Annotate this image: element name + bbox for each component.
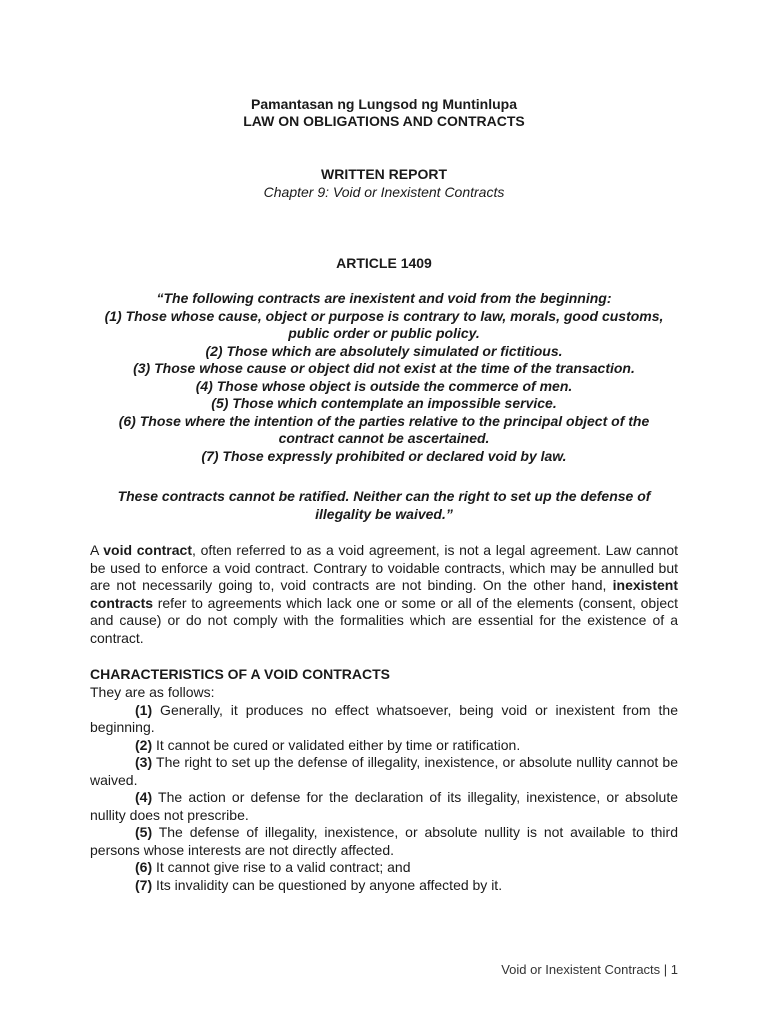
item-number: (7) [135, 876, 153, 893]
item-number: (4) [135, 789, 153, 805]
characteristics-heading: CHARACTERISTICS OF A VOID CONTRACTS [90, 666, 390, 682]
definition-text: A [90, 542, 104, 558]
article-line: (1) Those whose cause, object or purpose is contrary to law, morals, good customs, public order or public policy. [104, 307, 664, 341]
item-text: The defense of illegality, inexistence, or absolute nullity is not available to third persons whose interests are not directly affected. [90, 824, 678, 858]
characteristics-list [90, 684, 678, 894]
list-item [90, 789, 678, 824]
article-closing: These contracts cannot be ratified. Neither can the right to set up the defense of illegality be waived.” [117, 488, 651, 522]
course-title: LAW ON OBLIGATIONS AND CONTRACTS [243, 113, 525, 129]
definition-text: refer to agreements which lack one or some or all of the elements (consent, object and cause) or do not comply with the formalities which are essential for the existence of a contract. [90, 594, 678, 646]
article-title: ARTICLE 1409 [336, 255, 432, 271]
item-text: Its invalidity can be questioned by anyone affected by it. [152, 876, 503, 893]
item-number: (1) [135, 701, 153, 718]
characteristics-intro: They are as follows: [90, 684, 215, 700]
list-item [90, 702, 678, 737]
definition-paragraph [90, 542, 678, 647]
term-inexistent-contracts: inexistent contracts [90, 577, 678, 611]
article-line: “The following contracts are inexistent and void from the beginning: [156, 290, 612, 306]
item-number: (2) [135, 736, 153, 753]
item-text: It cannot give rise to a valid contract; and [152, 859, 411, 875]
article-line: (6) Those where the intention of the parties relative to the principal object of the contract cannot be ascertained. [118, 412, 650, 446]
article-line: (4) Those whose object is outside the commerce of men. [195, 377, 573, 394]
item-text: The right to set up the defense of illegality, inexistence, or absolute nullity cannot be waived. [90, 754, 678, 788]
item-text: It cannot be cured or validated either by time or ratification. [152, 736, 521, 753]
page-footer: Void or Inexistent Contracts | 1 [501, 962, 678, 977]
chapter-subtitle: Chapter 9: Void or Inexistent Contracts [263, 184, 505, 200]
list-item [90, 824, 678, 859]
item-number: (3) [135, 754, 153, 770]
institution-name: Pamantasan ng Lungsod ng Muntinlupa [251, 96, 517, 112]
term-void-contract: void contract [103, 542, 192, 558]
item-number: (5) [135, 824, 153, 840]
list-item [90, 859, 678, 877]
item-text: Generally, it produces no effect whatsoever, being void or inexistent from the beginning. [90, 701, 678, 735]
list-item [90, 877, 678, 895]
article-line: (7) Those expressly prohibited or declared void by law. [201, 447, 567, 464]
article-line: (5) Those which contemplate an impossible service. [211, 395, 557, 411]
report-label: WRITTEN REPORT [321, 166, 447, 182]
article-line: (2) Those which are absolutely simulated or fictitious. [205, 342, 563, 359]
article-line: (3) Those whose cause or object did not exist at the time of the transaction. [133, 360, 635, 376]
list-item [90, 754, 678, 789]
item-number: (6) [135, 859, 153, 875]
article-quote [90, 290, 678, 465]
definition-text: , often referred to as a void agreement, is not a legal agreement. Law cannot be used to enforce a void contract. Contrary to voidable contracts, which may be annulled but are not necessarily going to, void contracts are not binding. On the other hand, [90, 542, 678, 593]
list-item [90, 737, 678, 755]
item-text: The action or defense for the declaration of its illegality, inexistence, or absolute nullity does not prescribe. [90, 789, 678, 823]
